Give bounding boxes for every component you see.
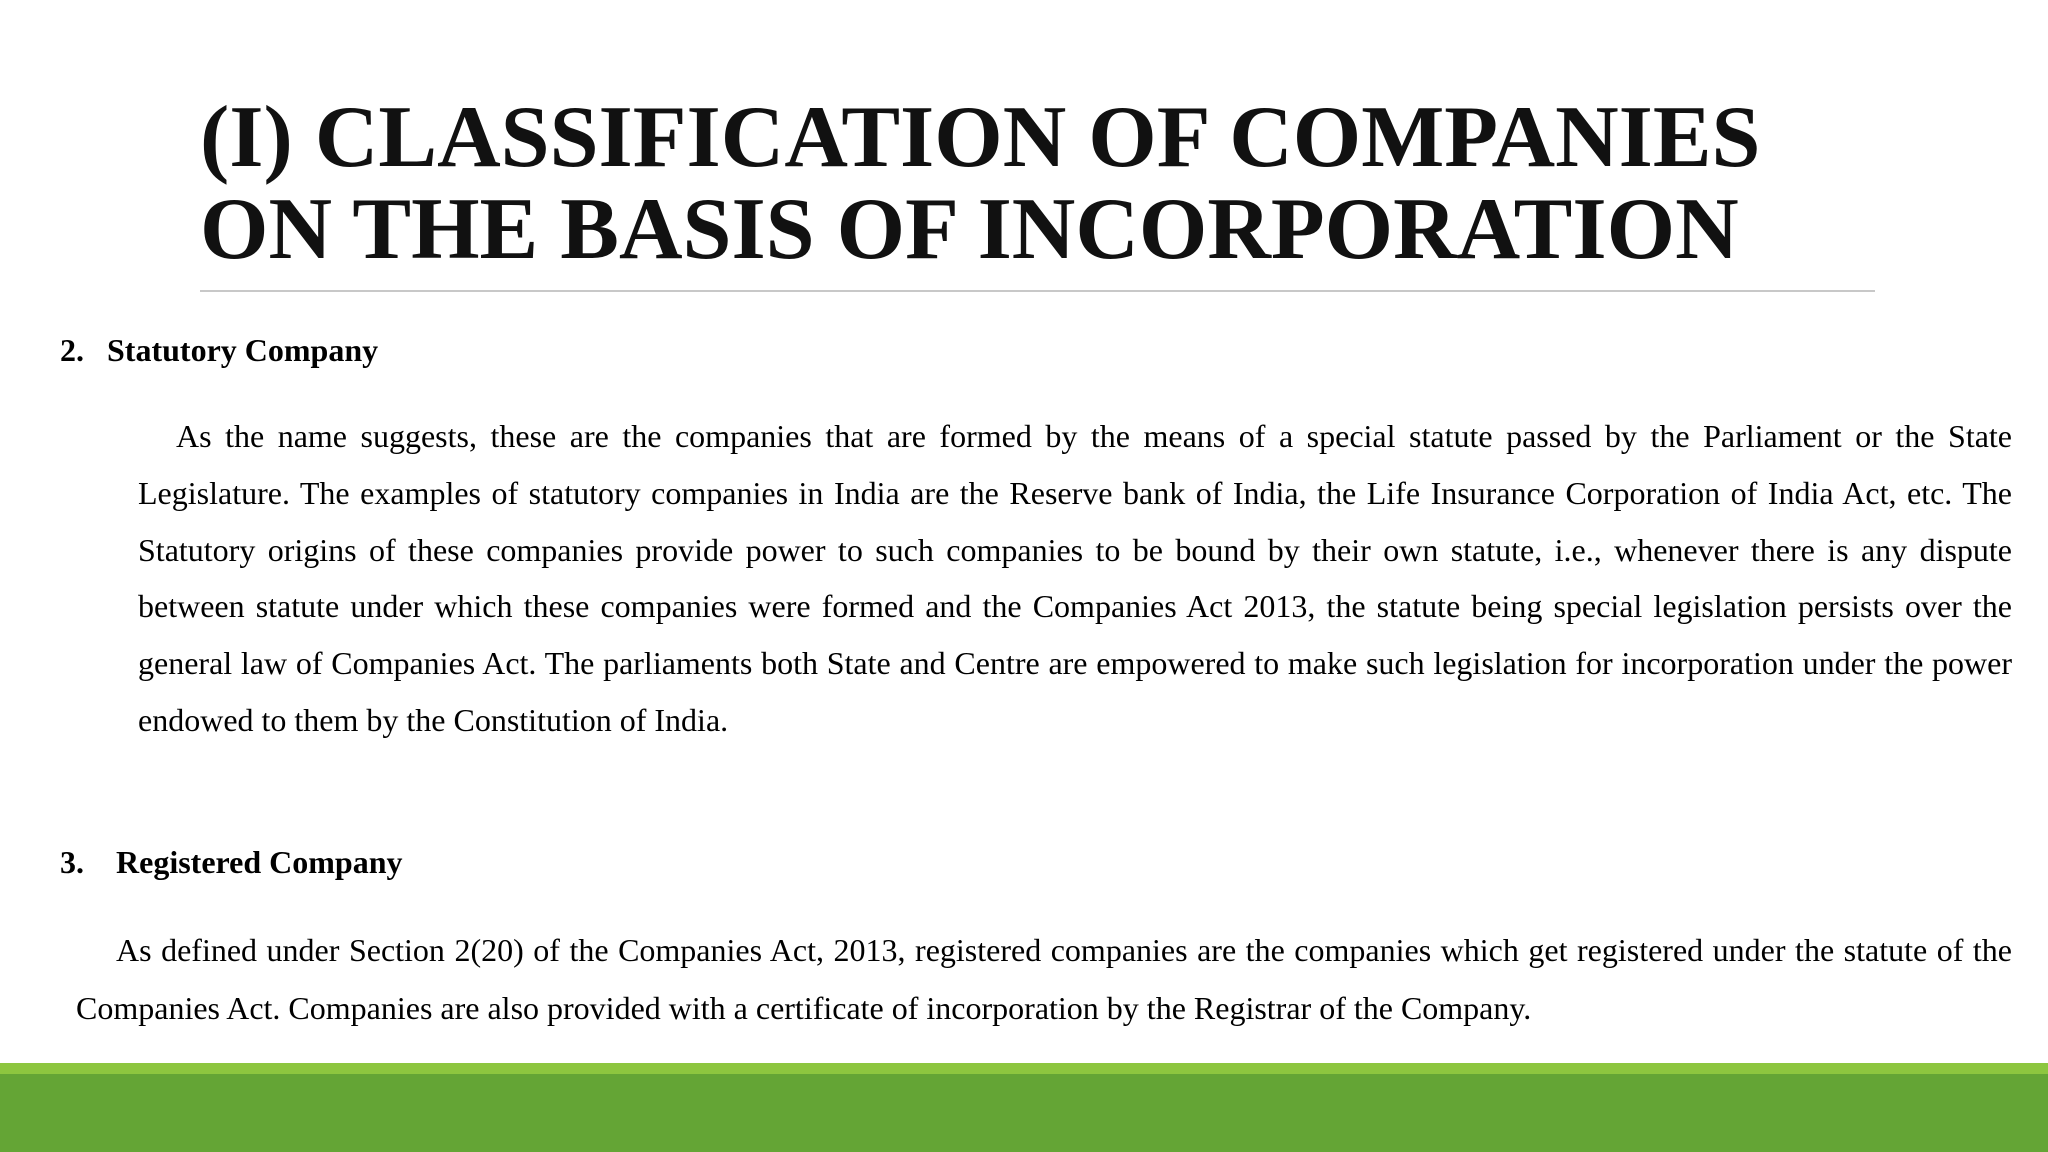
section-heading-text: Statutory Company — [107, 332, 379, 368]
section-number: 3. — [60, 844, 84, 880]
slide-title-line-1: (I) CLASSIFICATION OF COMPANIES — [200, 89, 1761, 186]
registered-company-paragraph: As defined under Section 2(20) of the Companies Act, 2013, registered companies are the companies which get registered under the statute of the Companies Act. Companies are also provided with a certificate of incorporation by the Registrar of the Company. — [76, 932, 2012, 1026]
footer-accent-stripe — [0, 1063, 2048, 1074]
section-heading-registered — [60, 842, 403, 882]
section-heading-text: Registered Company — [116, 844, 403, 880]
section-number: 2. — [60, 332, 84, 368]
slide-title — [200, 89, 1900, 278]
statutory-company-paragraph: As the name suggests, these are the companies that are formed by the means of a special statute passed by the Parliament or the State Legislature. The examples of statutory companies in India are the Reserve bank of India, the Life Insurance Corporation of India Act, etc. The Statutory origins of these companies provide power to such companies to be bound by their own statute, i.e., whenever there is any dispute between statute under which these companies were formed and the Companies Act 2013, the statute being special legislation persists over the general law of Companies Act. The parliaments both State and Centre are empowered to make such legislation for incorporation under the power endowed to them by the Constitution of India. — [138, 418, 2012, 738]
footer-band — [0, 1074, 2048, 1152]
section-heading-statutory — [60, 330, 378, 370]
title-divider — [200, 290, 1875, 292]
slide-title-line-2: ON THE BASIS OF INCORPORATION — [200, 181, 1739, 278]
